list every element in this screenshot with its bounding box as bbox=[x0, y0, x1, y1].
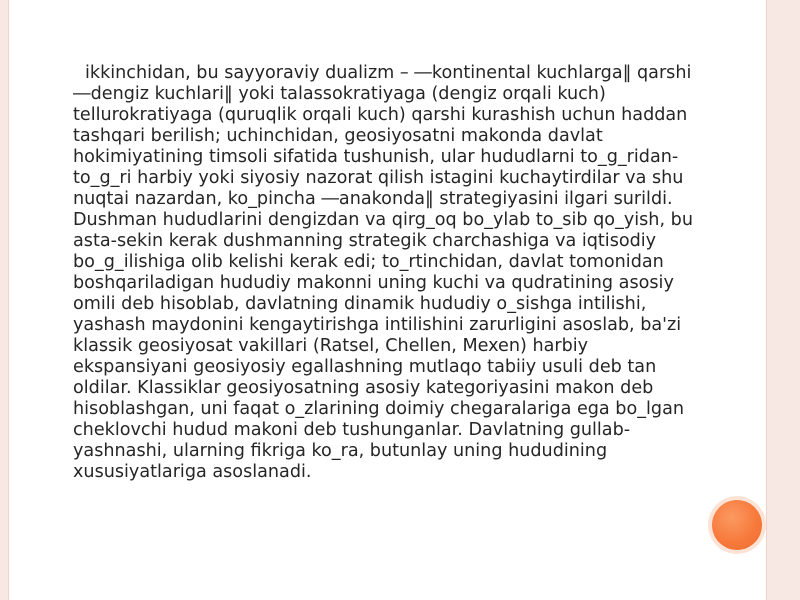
accent-circle-icon bbox=[712, 500, 762, 550]
slide bbox=[8, 0, 767, 600]
slide-body-text: ikkinchidan, bu sayyoraviy dualizm – ―kontinental kuchlarga‖ qarshi ―dengiz kuchlari‖ yoki talassokratiyaga (dengiz orqali kuch) tellurokratiyaga (quruqlik orqali kuch) qarshi kurashish uchun haddan tashqari berilish; uchinchidan, geosiyosatni makonda davlat hokimiyatining timsoli sifatida tushunish, ular hududlarni to_g_ridan-to_g_ri harbiy yoki siyosiy nazorat qilish istagini kuchaytirdilar va shu nuqtai nazardan, ko_pincha ―anakonda‖ strategiyasini ilgari surildi. Dushman hududlarini dengizdan va qirg_oq bo_ylab to_sib qo_yish, bu asta-sekin kerak dushmanning strategik charchashiga va iqtisodiy bo_g_ilishiga olib kelishi kerak edi; to_rtinchidan, davlat tomonidan boshqariladigan hududiy makonni uning kuchi va qudratining asosiy omili deb hisoblab, davlatning dinamik hududiy o_sishga intilishi, yashash maydonini kengaytirishga intilishini zarurligini asoslab, ba'zi klassik geosiyosat vakillari (Ratsel, Chellen, Mexen) harbiy ekspansiyani geosiyosiy egallashning mutlaqo tabiiy usuli deb tan oldilar. Klassiklar geosiyosatning asosiy kategoriyasini makon deb hisoblashgan, uni faqat o_zlarining doimiy chegaralariga ega bo_lgan cheklovchi hudud makoni deb tushunganlar. Davlatning gullab-yashnashi, ularning fikriga ko_ra, butunlay uning hududining xususiyatlariga asoslanadi. bbox=[73, 63, 693, 482]
